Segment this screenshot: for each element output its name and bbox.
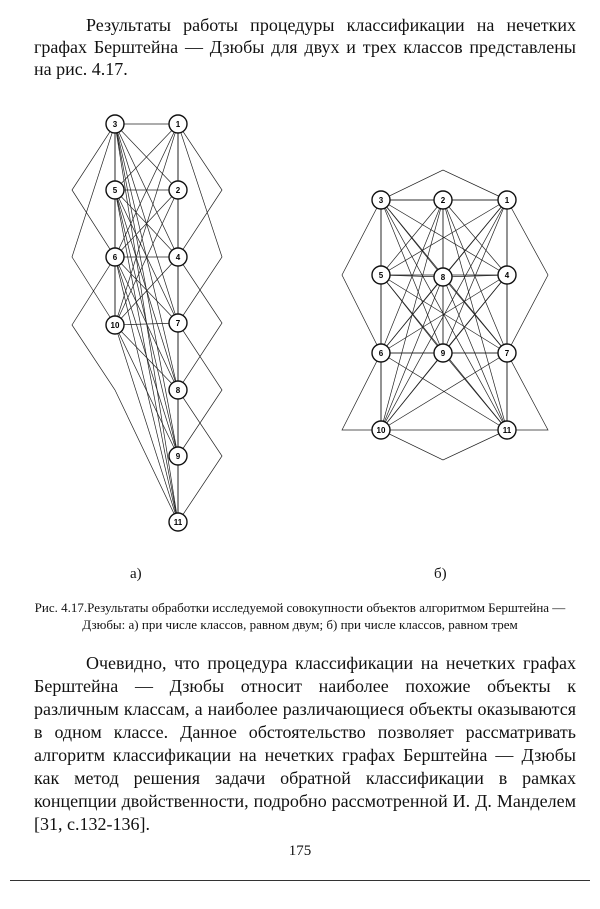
panel-b-label: б) (434, 566, 447, 582)
graph-node-label: 4 (175, 253, 181, 262)
graph-node-label: 4 (504, 271, 510, 280)
graph-edge-curve (342, 200, 381, 430)
graph-node-label: 7 (504, 349, 510, 358)
graph-node-label: 3 (378, 196, 384, 205)
graph-node-label: 11 (502, 426, 512, 435)
graph-node-label: 1 (175, 120, 181, 129)
graph-node-label: 6 (112, 253, 118, 262)
graph-node-label: 10 (376, 426, 386, 435)
graph-b-edges (342, 170, 548, 460)
graph-edge (115, 325, 178, 390)
graph-node-label: 5 (378, 271, 384, 280)
graph-edge-curve (72, 124, 115, 325)
graph-node-label: 9 (440, 349, 446, 358)
graph-node-label: 3 (112, 120, 118, 129)
graph-node-label: 5 (112, 186, 118, 195)
panel-a-label: а) (130, 566, 142, 582)
graph-node-label: 2 (440, 196, 446, 205)
intro-paragraph: Результаты работы процедуры классификации на нечетких графах Берштейна — Дзюбы для двух и трех классов представлены на рис. 4.17. (34, 15, 576, 79)
graph-node-label: 2 (175, 186, 181, 195)
figure-caption: Рис. 4.17.Результаты обработки исследуемой совокупности объектов алгоритмом Берштейна — Дзюбы: а) при числе классов, равном двум; б) при числе классов, равном трем (34, 600, 566, 632)
graph-edge-curve (504, 200, 548, 430)
graph-node-label: 11 (173, 518, 183, 527)
graph-edge (443, 353, 507, 430)
graph-node-label: 8 (440, 273, 446, 282)
graph-node-label: 6 (378, 349, 384, 358)
page-number: 175 (288, 843, 312, 859)
body-paragraph: Очевидно, что процедура классификации на нечетких графах Берштейна — Дзюбы относит наиболее похожие объекты к различным классам, а наиболее различающиеся объекты оказываются в одном классе. Данное обстоятельство позволяет рассматривать алгоритм классификации на нечетких графах Берштейна — Дзюбы как метод решения задачи обратной классификации в рамках концепции двойственности, подробно рассмотренной И. Д. Манделем [31, с.132-136]. (34, 653, 576, 834)
graph-a-edges (72, 124, 222, 522)
graph-edge (115, 257, 178, 456)
graph-edge (381, 353, 443, 430)
graph-node-label: 9 (175, 452, 181, 461)
graph-edge-curve (175, 124, 222, 456)
figure-graphs (0, 100, 600, 550)
graph-node-label: 8 (175, 386, 181, 395)
graph-node-label: 10 (110, 321, 120, 330)
graph-edge-curve (381, 430, 507, 460)
graph-node-label: 7 (175, 319, 181, 328)
bottom-rule (10, 880, 590, 881)
graph-node-label: 1 (504, 196, 510, 205)
